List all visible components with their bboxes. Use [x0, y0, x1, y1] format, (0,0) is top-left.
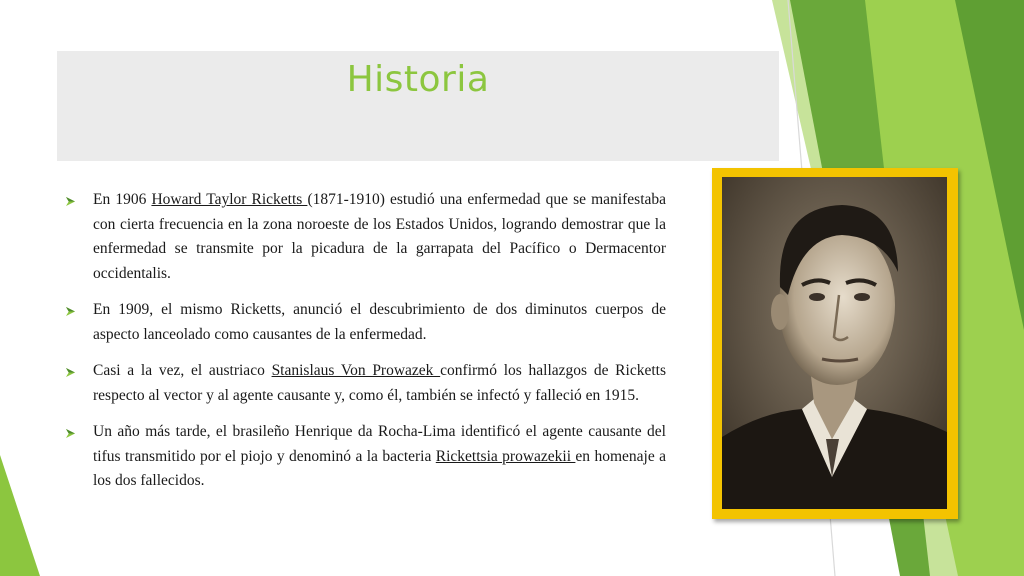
bullet-text: confirmó los hallazgos de Ricketts respecto al vector y al agente causante y, como él, también se infectó y falleció en 1915.	[93, 362, 666, 404]
bullet-text: (1871-1910) estudió una enfermedad que se manifestaba con cierta frecuencia en la zona noroeste de los Estados Unidos, logrando demostrar que la enfermedad se transmite por la picadura de la garrapata del Pacífico o Dermacentor occidentalis.	[93, 191, 667, 282]
bullet-item	[66, 298, 666, 347]
bullet-list	[66, 188, 666, 506]
arrowhead-bullet-icon	[66, 197, 75, 206]
bullet-item	[66, 359, 666, 408]
bullet-text: Casi a la vez, el austriaco	[93, 362, 272, 379]
hyperlink[interactable]: Howard Taylor Ricketts	[151, 191, 308, 208]
bullet-item	[66, 420, 666, 494]
bullet-text: Un año más tarde, el brasileño Henrique da Rocha-Lima identificó el agente causante del tifus transmitido por el piojo y denominó a la bacteria	[93, 423, 666, 465]
arrowhead-bullet-icon	[66, 307, 75, 316]
arrowhead-bullet-icon	[66, 429, 75, 438]
bullet-item	[66, 188, 666, 286]
portrait-frame	[712, 168, 958, 519]
bullet-text: En 1909, el mismo Ricketts, anunció el descubrimiento de dos diminutos cuerpos de aspecto lanceolado como causantes de la enfermedad.	[93, 301, 666, 343]
slide-title: Historia	[346, 59, 490, 100]
portrait-photo	[722, 177, 947, 509]
hyperlink[interactable]: Rickettsia prowazekii	[435, 447, 576, 465]
arrowhead-bullet-icon	[66, 368, 75, 377]
bullet-text: en homenaje a los dos fallecidos.	[93, 447, 666, 489]
hyperlink[interactable]: Stanislaus Von Prowazek	[271, 362, 441, 379]
bullet-text: En 1906	[93, 191, 152, 208]
